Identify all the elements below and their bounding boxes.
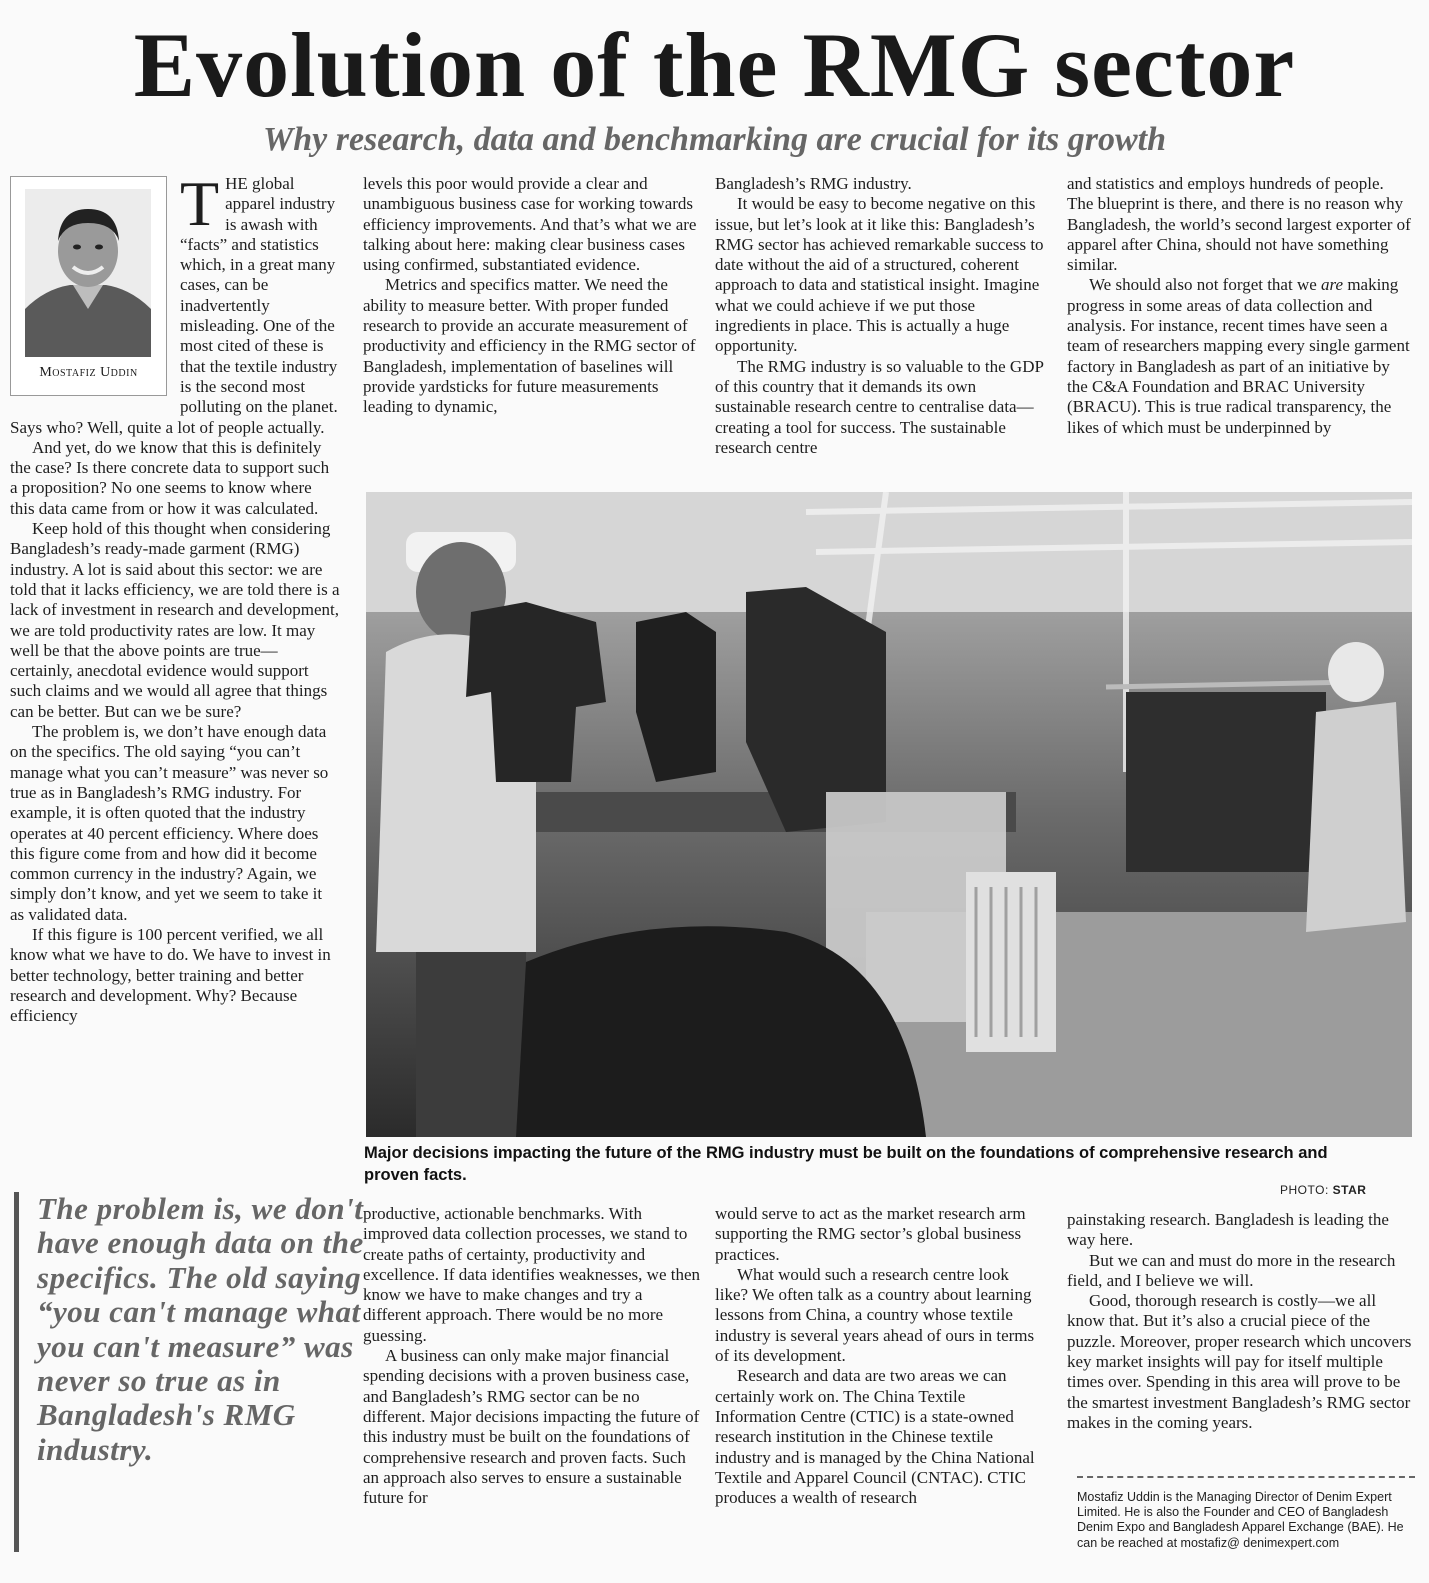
dropcap: T — [180, 168, 220, 239]
subheadline: Why research, data and benchmarking are crucial for its growth — [263, 121, 1166, 158]
photo-credit: PHOTO: STAR — [1280, 1183, 1367, 1197]
column-4-top — [1067, 174, 1412, 480]
col3-paragraph-1: Bangladesh’s RMG industry. — [715, 174, 912, 193]
column-4-bottom — [1067, 1210, 1412, 1433]
col3-paragraph-2: It would be easy to become negative on this issue, but let’s look at it like this: Bangladesh’s RMG sector has achieved remarkable success to date without the aid of a structured, coherent approach to data and statistical insight. Imagine what we could achieve if we put those ingredients in place. This is actually a huge opportunity. — [715, 194, 1044, 356]
col3-bottom-paragraph-2: What would such a research centre look like? We often talk as a country about learning lessons from China, a country whose textile industry is several years ahead of ours in terms of its development. — [715, 1264, 1035, 1366]
col3-bottom-paragraph-1: would serve to act as the market research arm supporting the RMG sector’s global business practices. — [715, 1204, 1026, 1264]
col1-paragraph-2: And yet, do we know that this is definitely the case? Is there concrete data to support such a proposition? No one seems to know where this data came from or how it was calculated. — [10, 437, 330, 518]
column-1-top — [10, 168, 340, 1026]
col3-paragraph-3: The RMG industry is so valuable to the GDP of this country that it demands its own sustainable research centre to centralise data—creating a tool for success. The sustainable research centre — [715, 356, 1044, 457]
col2-bottom-paragraph-2: A business can only make major financial spending decisions with a proven business case, and Bangladesh’s RMG sector can be no different. Major decisions impacting the future of this industry must be built on the foundations of comprehensive research and proven facts. Such an approach also serves to ensure a sustainable future for — [363, 1346, 700, 1508]
col3-bottom-paragraph-3: Research and data are two areas we can certainly work on. The China Textile Information Centre (CTIC) is a state-owned research institution in the Chinese textile industry and is managed by the China National Textile and Apparel Council (CNTAC). CTIC produces a wealth of research — [715, 1366, 1035, 1508]
col1-paragraph-5: If this figure is 100 percent verified, we all know what we have to do. We have to invest in better technology, better training and better research and development. Why? Because efficiency — [10, 924, 331, 1026]
column-2-bottom — [363, 1204, 703, 1508]
col4-bottom-paragraph-1: painstaking research. Bangladesh is leading the way here. — [1067, 1210, 1389, 1250]
column-2-top — [363, 174, 703, 418]
col1-paragraph-4: The problem is, we don’t have enough data on the specifics. The old saying “you can’t manage what you can’t measure” was never so true as in Bangladesh’s RMG industry. For example, it is often quoted that the industry operates at 40 percent efficiency. Where does this figure come from and how did it become common currency in the industry? Again, we simply don’t know, and yet we seem to take it as validated data. — [10, 722, 329, 924]
pull-quote: The problem is, we don't have enough data on the specifics. The old saying “you can't manage what you can't measure” was never so true as in Bangladesh's RMG industry. — [14, 1192, 367, 1552]
col2-bottom-paragraph-1: productive, actionable benchmarks. With improved data collection processes, we stand to create paths of certainty, productivity and excellence. If data identifies weaknesses, we then know we have to make changes and try a different approach. There would be no more guessing. — [363, 1204, 701, 1345]
col2-paragraph-1: levels this poor would provide a clear and unambiguous business case for working towards efficiency improvements. And that’s what we are talking about here: making clear business cases using confirmed, substantiated evidence. — [363, 174, 697, 275]
garment-factory-illustration — [366, 492, 1412, 1137]
factory-photo — [366, 492, 1412, 1137]
headline: Evolution of the RMG sector — [133, 14, 1296, 116]
col4-paragraph-2: We should also not forget that we are making progress in some areas of data collection and analysis. For instance, recent times have seen a team of researchers mapping every single garment factory in Bangladesh as part of an initiative by the C&A Foundation and BRAC University (BRACU). This is true radical transparency, the likes of which must be underpinned by — [1067, 275, 1410, 437]
column-3-top — [715, 174, 1045, 458]
col1-paragraph-3: Keep hold of this thought when considering Bangladesh’s ready-made garment (RMG) industry. A lot is said about this sector: we are told that it lacks efficiency, we are told there is a lack of investment in research and development, we are told productivity rates are low. It may well be that the above points are true—certainly, anecdotal evidence would support such claims and we would all agree that things can be better. But can we be sure? — [10, 519, 340, 721]
photo-caption: Major decisions impacting the future of the RMG industry must be built on the foundations of comprehensive research and proven facts. — [364, 1144, 1328, 1184]
bio-divider — [1077, 1476, 1415, 1478]
author-name: Mostafiz Uddin — [39, 365, 138, 380]
col2-paragraph-2: Metrics and specifics matter. We need the ability to measure better. With proper funded research to provide an accurate measurement of productivity and efficiency in the RMG sector of Bangladesh, implementation of baselines will provide yardsticks for future measurements leading to dynamic, — [363, 275, 696, 417]
column-3-bottom — [715, 1204, 1045, 1508]
col4-bottom-paragraph-2: But we can and must do more in the research field, and I believe we will. — [1067, 1250, 1396, 1290]
author-bio: Mostafiz Uddin is the Managing Director of Denim Expert Limited. He is also the Founder and CEO of Bangladesh Denim Expo and Bangladesh Apparel Exchange (BAE). He can be reached at mostafiz@ denimexpert.com — [1077, 1490, 1404, 1550]
col1-paragraph-1: THE global apparel industry is awash with “facts” and statistics which, in a great many cases, can be inadvertently misleading. One of the most cited of these is that the textile industry is the second most polluting on the planet. Says who? Well, quite a lot of people actually. — [10, 168, 338, 437]
col4-bottom-paragraph-3: Good, thorough research is costly—we all know that. But it’s also a crucial piece of the puzzle. Moreover, proper research which uncovers key market insights will pay for itself multiple times over. Spending in this area will prove to be the smartest investment Bangladesh’s RMG sector makes in the coming years. — [1067, 1291, 1412, 1432]
col4-paragraph-1: and statistics and employs hundreds of people. The blueprint is there, and there is no reason why Bangladesh, the world’s second largest exporter of apparel after China, should not have something similar. — [1067, 174, 1411, 275]
